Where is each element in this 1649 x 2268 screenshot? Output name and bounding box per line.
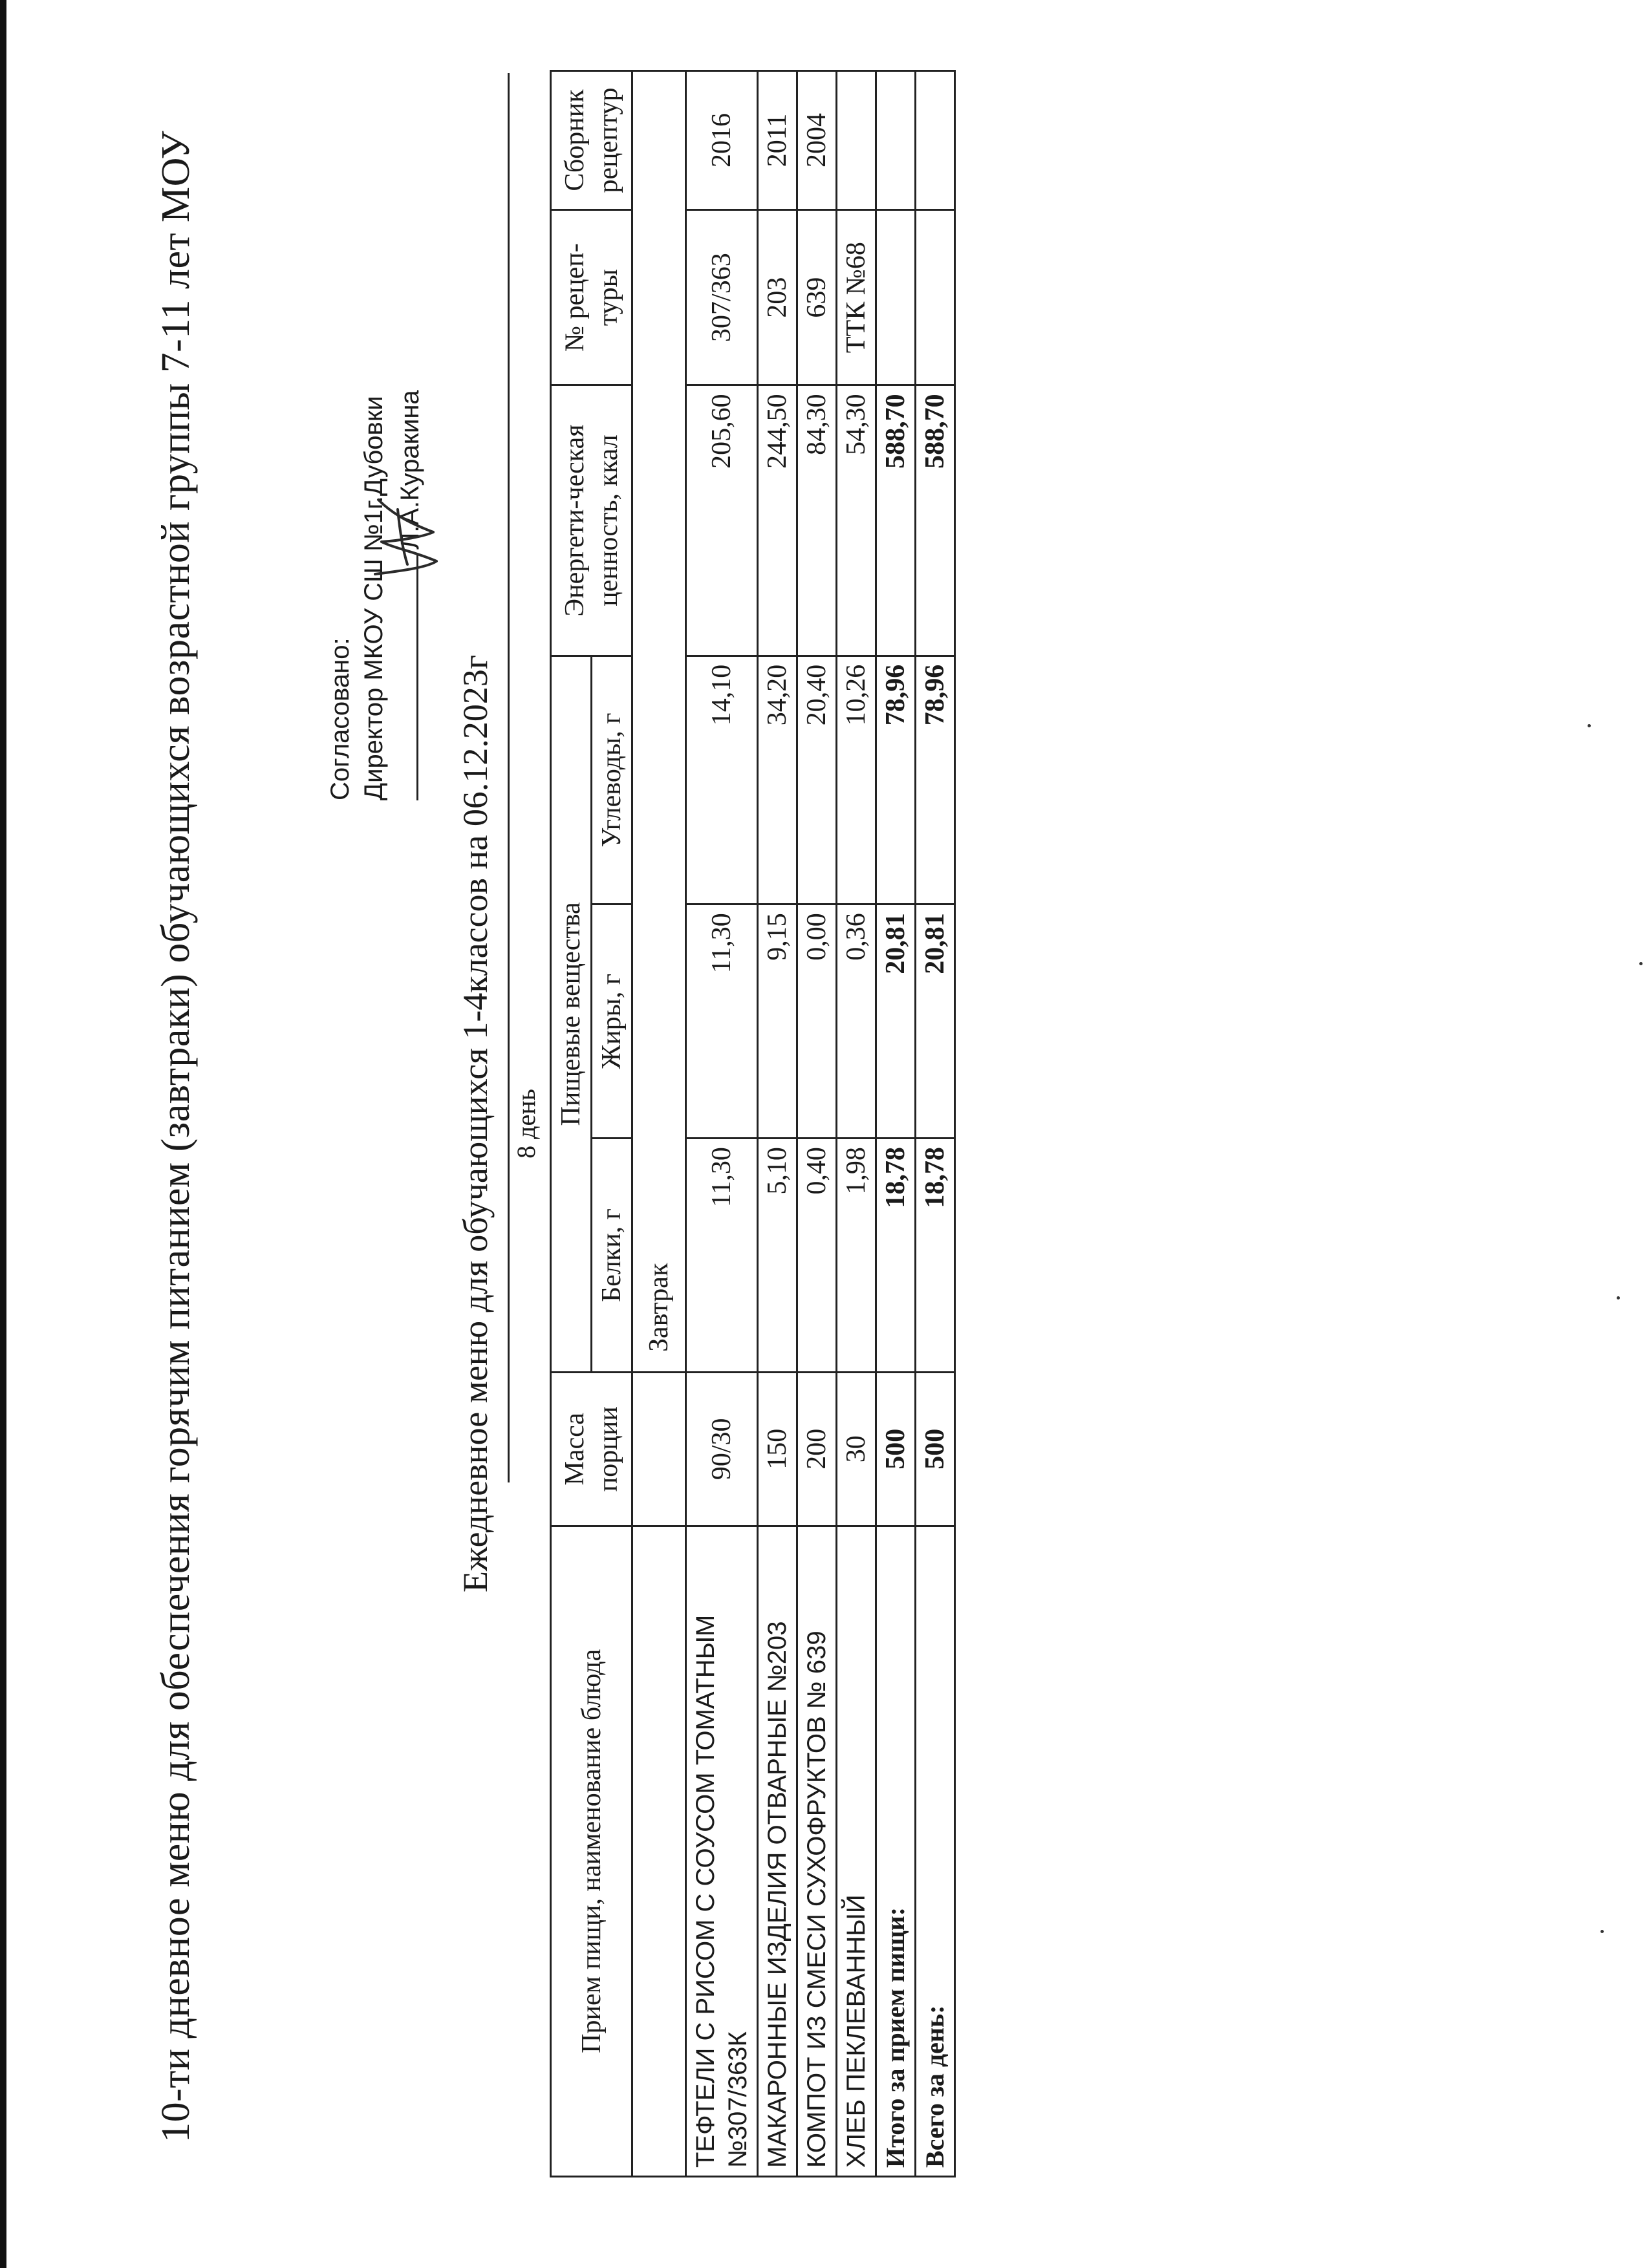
header-nutrients: Пищевые вещества (551, 656, 592, 1372)
dish-collection: 2004 (797, 71, 837, 210)
dish-name: ТЕФТЕЛИ С РИСОМ С СОУСОМ ТОМАТНЫМ №307/363К (686, 1526, 758, 2176)
total-day-label: Всего за день: (916, 1526, 955, 2176)
table-row (797, 71, 837, 2177)
dish-proteins: 11,30 (686, 1139, 758, 1373)
dish-mass: 200 (797, 1373, 837, 1526)
document-title: 10-ти дневное меню для обеспечения горячим питанием (завтраки) обучающихся возрастной группы 7-11 лет МОУ (154, 131, 198, 2143)
empty-cell (916, 209, 955, 385)
dish-fats: 0,36 (837, 904, 876, 1139)
menu-subtitle: Ежедневное меню для обучающихся 1-4классов на 06.12.2023г (456, 654, 495, 1593)
dish-mass: 90/30 (686, 1373, 758, 1526)
total-meal-row (876, 71, 916, 2177)
section-empty-cell (632, 1526, 686, 2176)
table-row (837, 71, 876, 2177)
total-meal-proteins: 18,78 (876, 1139, 916, 1373)
header-mass: Масса порции (551, 1373, 632, 1526)
empty-cell (916, 71, 955, 210)
total-day-row (916, 71, 955, 2177)
dish-proteins: 1,98 (837, 1139, 876, 1373)
total-day-proteins: 18,78 (916, 1139, 955, 1373)
total-day-carbs: 78,96 (916, 656, 955, 904)
dish-carbs: 14,10 (686, 656, 758, 904)
dish-carbs: 34,20 (758, 656, 797, 904)
day-label: 8 день (512, 1089, 541, 1159)
dish-energy: 84,30 (797, 385, 837, 656)
dish-recipe: 307/363 (686, 209, 758, 385)
table-row (686, 71, 758, 2177)
dish-recipe: ТТК №68 (837, 209, 876, 385)
dish-name: КОМПОТ ИЗ СМЕСИ СУХОФРУКТОВ № 639 (797, 1526, 837, 2176)
header-carbs: Углеводы, г (592, 656, 632, 904)
dish-collection: 2011 (758, 71, 797, 210)
table-header-row (551, 71, 592, 2177)
dish-collection (837, 71, 876, 210)
dish-recipe: 639 (797, 209, 837, 385)
empty-cell (876, 71, 916, 210)
header-fats: Жиры, г (592, 904, 632, 1139)
header-recipe-no: № рецеп-туры (551, 209, 632, 385)
header-collection: Сборник рецептур (551, 71, 632, 210)
dish-fats: 9,15 (758, 904, 797, 1139)
section-row (632, 71, 686, 2177)
section-label: Завтрак (632, 71, 686, 1373)
total-day-energy: 588,70 (916, 385, 955, 656)
dish-energy: 54,30 (837, 385, 876, 656)
menu-table (550, 70, 956, 2177)
total-meal-mass: 500 (876, 1373, 916, 1526)
dish-mass: 30 (837, 1373, 876, 1526)
header-rule (508, 73, 510, 1482)
dish-name: ХЛЕБ ПЕКЛЕВАННЫЙ (837, 1526, 876, 2176)
dish-energy: 205,60 (686, 385, 758, 656)
total-meal-label: Итого за прием пищи: (876, 1526, 916, 2176)
total-meal-fats: 20,81 (876, 904, 916, 1139)
table-row (758, 71, 797, 2177)
approval-signer: Л.А.Куракина (396, 390, 424, 550)
header-proteins: Белки, г (592, 1139, 632, 1373)
dish-collection: 2016 (686, 71, 758, 210)
dish-name: МАКАРОННЫЕ ИЗДЕЛИЯ ОТВАРНЫЕ №203 (758, 1526, 797, 2176)
total-meal-carbs: 78,96 (876, 656, 916, 904)
dish-fats: 11,30 (686, 904, 758, 1139)
total-meal-energy: 588,70 (876, 385, 916, 656)
total-day-fats: 20,81 (916, 904, 955, 1139)
dish-mass: 150 (758, 1373, 797, 1526)
dish-carbs: 20,40 (797, 656, 837, 904)
dish-fats: 0,00 (797, 904, 837, 1139)
signature-line (391, 555, 418, 800)
handwritten-signature (362, 490, 446, 587)
approval-position: Директор МКОУ СШ №1г.Дубовки (360, 396, 388, 800)
dish-recipe: 203 (758, 209, 797, 385)
total-day-mass: 500 (916, 1373, 955, 1526)
header-energy: Энергети-ческая ценность, ккал (551, 385, 632, 656)
header-dish: Прием пищи, наименование блюда (551, 1526, 632, 2176)
dish-proteins: 5,10 (758, 1139, 797, 1373)
empty-cell (876, 209, 916, 385)
dish-carbs: 10,26 (837, 656, 876, 904)
dish-proteins: 0,40 (797, 1139, 837, 1373)
approval-label: Согласовано: (326, 637, 354, 800)
dish-energy: 244,50 (758, 385, 797, 656)
section-empty-cell (632, 1373, 686, 1526)
